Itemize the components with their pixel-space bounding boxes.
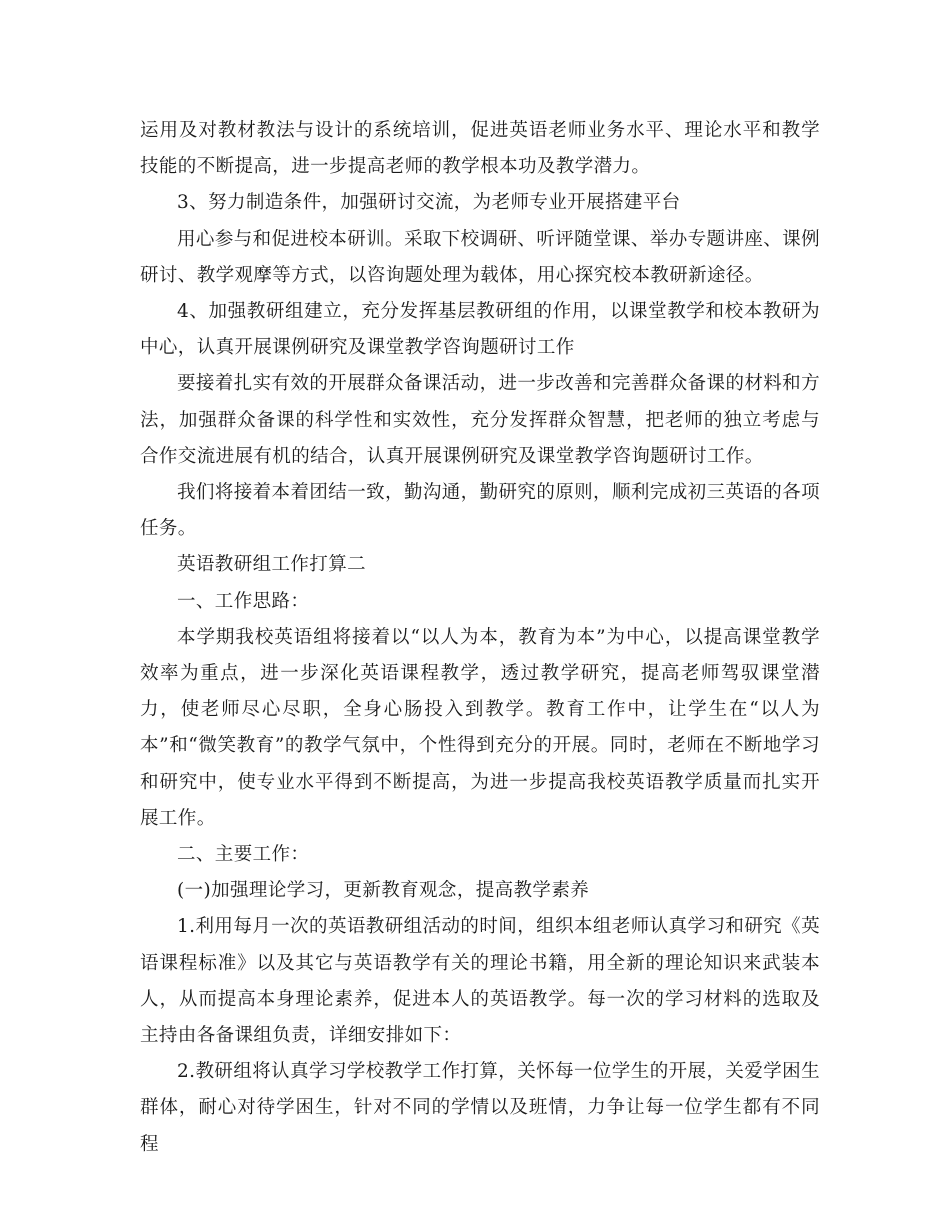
paragraph-13: 2.教研组将认真学习学校教学工作打算，关怀每一位学生的开展，关爱学困生群体，耐心对待学困生，针对不同的学情以及班情，力争让每一位学生都有不同程	[140, 1061, 820, 1155]
subheading-main-work: 二、主要工作：	[177, 844, 310, 866]
document-body	[140, 113, 820, 1163]
section-heading: 英语教研组工作打算二	[177, 554, 367, 576]
subheading-theory-study: (一)加强理论学习，更新教育观念，提高教学素养	[177, 880, 590, 902]
paragraph-2: 3、努力制造条件，加强研讨交流，为老师专业开展搭建平台	[177, 192, 681, 214]
paragraph-4: 4、加强教研组建立，充分发挥基层教研组的作用，以课堂教学和校本教研为中心，认真开展课例研究及课堂教学咨询题研讨工作	[140, 301, 820, 359]
paragraph-1: 运用及对教材教法与设计的系统培训，促进英语老师业务水平、理论水平和教学技能的不断提高，进一步提高老师的教学根本功及教学潜力。	[140, 120, 820, 178]
paragraph-9: 本学期我校英语组将接着以“以人为本，教育为本”为中心，以提高课堂教学效率为重点，进一步深化英语课程教学，透过教学研究，提高老师驾驭课堂潜力，使老师尽心尽职，全身心肠投入到教学。教育工作中，让学生在“以人为本”和“微笑教育”的教学气氛中，个性得到充分的开展。同时，老师在不断地学习和研究中，使专业水平得到不断提高，为进一步提高我校英语教学质量而扎实开展工作。	[140, 626, 820, 829]
paragraph-6: 我们将接着本着团结一致，勤沟通，勤研究的原则，顺利完成初三英语的各项任务。	[140, 482, 820, 540]
paragraph-12: 1.利用每月一次的英语教研组活动的时间，组织本组老师认真学习和研究《英语课程标准》以及其它与英语教学有关的理论书籍，用全新的理论知识来武装本人，从而提高本身理论素养，促进本人的英语教学。每一次的学习材料的选取及主持由各备课组负责，详细安排如下：	[140, 916, 820, 1047]
paragraph-5: 要接着扎实有效的开展群众备课活动，进一步改善和完善群众备课的材料和方法，加强群众备课的科学性和实效性，充分发挥群众智慧，把老师的独立考虑与合作交流进展有机的结合，认真开展课例研究及课堂教学咨询题研讨工作。	[140, 373, 820, 467]
paragraph-3: 用心参与和促进校本研训。采取下校调研、听评随堂课、举办专题讲座、课例研讨、教学观摩等方式，以咨询题处理为载体，用心探究校本教研新途径。	[140, 228, 820, 286]
subheading-work-ideas: 一、工作思路：	[177, 590, 310, 612]
